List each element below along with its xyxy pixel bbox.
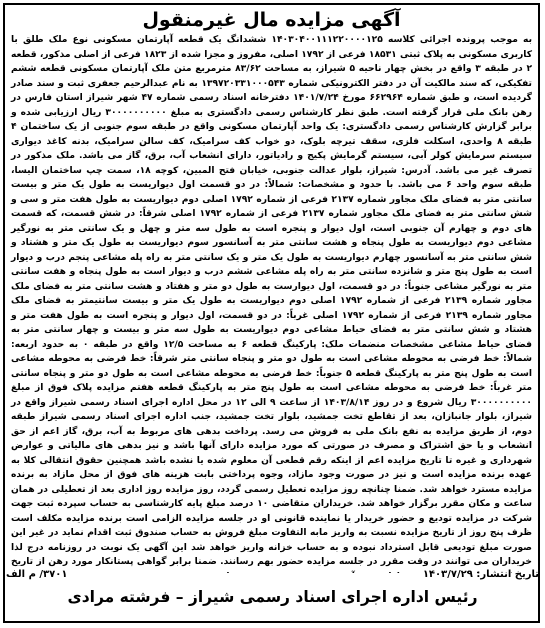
notice-meta-row bbox=[6, 568, 539, 582]
notice-title: آگهی مزایده مال غیرمنقول bbox=[142, 9, 401, 31]
notice-body: به موجب پرونده اجرائی کلاسه ۱۴۰۳۰۴۰۰۱۱۱۲۲۰۰۰۰۱۲۵ ششدانگ یک قطعه آپارتمان مسکونی نوع ملک طلق با کاربری مسکونی به پلاک ثبتی ۱۸۵۳۱ فرعی از ۱۷۹۲ اصلی، مفروز و مجزا شده از ۱۸۲۳ فرعی از اصلی مذکور، قطعه ۲ در طبقه ۳ واقع در بخش چهار ناحیه ۵ شیراز، به مساحت ۸۳/۶۲ مترمربع متن ملک آپارتمان مسکونی قطعه ششم تفکیکی، که سند مالکیت آن در دفتر الکترونیکی شماره ۱۳۹۷۲۰۳۳۱۰۰۰۵۴۳ به نام عبدالرحیم جعفری ثبت و سند صادر گردیده است، و طبق شماره ۶۶۲۹۶۴ مورخ ۱۴۰۱/۷/۲۴ دفترخانه اسناد رسمی شماره ۴۷ شهر شیراز استان فارس در رهن بانک ملی قرار گرفته است. طبق نظر کارشناس رسمی دادگستری به مبلغ ۳۰۰۰۰۰۰۰۰۰۰ ریال ارزیابی شده و برابر گزارش کارشناس رسمی دادگستری: یک واحد آپارتمان مسکونی واقع در طبقه سوم جنوبی از یک ساختمان ۴ طبقه ۸ واحدی، اسکلت فلزی، سقف تیرچه بلوک، دو خواب کف سرامیک، کف سالن سرامیک، بدنه کاغذ دیواری سیستم سرمایش کولر آبی، سیستم گرمایش پکیج و رادیاتور، دارای انشعاب آب، برق، گاز می باشد. ملک مذکور در تصرف غیر می باشد. آدرس: شیراز، بلوار عدالت جنوبی، خیابان فتح المبین، کوچه ۱۸، سمت چپ ساختمان الیسا، طبقه سوم واحد ۶ می باشد. با حدود و مشخصات: شمالاً: در دو قسمت اول دیواریست به طول یک متر و بیست سانتی متر به فضای ملک مجاور شماره ۲۱۳۷ فرعی از شماره ۱۷۹۲ اصلی دوم دیواریست به طول هفت متر و سی و شش سانتی متر به فضای ملک مجاور شماره ۲۱۳۷ فرعی از شماره ۱۷۹۲ اصلی شرقاً: در شش قسمت، که قسمت های دوم و چهارم آن جنوبی است، اول دیوار و پنجره است به طول سه متر و چهل و یک سانتی متر به نورگیر مشاعی دوم دیواریست به طول پنجاه و هشت سانتی متر به آسانسور سوم دیواریست به طول یک متر و هشتاد و شش سانتی متر به آسانسور چهارم دیواریست به طول یک متر و یک سانتی متر به راه پله مشاعی پنجم درب و دیوار است به طول پنج متر و شانزده سانتی متر به راه پله مشاعی ششم درب و دیوار است به طول پنجاه و هفت سانتی متر به نورگیر مشاعی جنوباً: در دو قسمت، اول دیوارست به طول دو متر و هفتاد و هشت سانتی متر به فضای ملک مجاور شماره ۲۱۳۹ فرعی از شماره ۱۷۹۲ اصلی دوم دیواریست به طول یک متر و بیست سانتیمتر به فضای ملک مجاور شماره ۲۱۳۹ فرعی از شماره ۱۷۹۲ اصلی غرباً: در دو قسمت، اول دیوار و پنجره است به طول هفت متر و هشتاد و شش سانتی متر به فضای حیاط مشاعی دوم دیواریست به طول سه متر و بیست و چهار سانتی متر به فضای حیاط مشاعی مشخصات منضمات ملک: پارکینگ قطعه ۶ به مساحت ۱۲/۵ واقع در طبقه ۰ به حدود اربعه: شمالاً: خط فرضی به محوطه مشاعی است به طول دو متر و پنجاه سانتی متر شرقاً: خط فرضی به محوطه مشاعی است به طول پنج متر به پارکینگ قطعه ۵ جنوباً: خط فرضی به محوطه مشاعی است به طول دو متر و پنجاه سانتی متر غرباً: خط فرضی به محوطه مشاعی است به طول پنج متر به پارکینگ قطعه هفتم مزایده پلاک فوق از مبلغ ۳۰۰۰۰۰۰۰۰۰۰ ریال شروع و در روز ۱۴۰۳/۸/۱۴ از ساعت ۹ الی ۱۲ در محل اداره اجرای اسناد رسمی شیراز واقع در شیراز، بلوار جانبازان، بعد از تقاطع تخت جمشید، بلوار تخت جمشید، جنب اداره اجرای اسناد رسمی شیراز طبقه دوم، از طریق مزایده به نفع بانک ملی به فروش می رسد. پرداخت بدهی های مربوط به آب، برق، گاز اعم از حق انشعاب و یا حق اشتراک و مصرف در صورتی که مورد مزایده دارای آنها باشد و نیز بدهی های مالیاتی و عوارض شهرداری و غیره تا تاریخ مزایده اعم از اینکه رقم قطعی آن معلوم شده یا نشده باشد همچنین حقوق انتقالی کلا به عهده برنده مزایده است و نیز در صورت وجود مازاد، وجوه پرداختی بابت هزینه های فوق از محل مازاد به برنده مزایده مسترد خواهد شد. ضمنا چنانچه روز مزایده تعطیل رسمی گردد، روز مزایده روز اداری بعد از تعطیلی در همان ساعت و مکان مقرر برگزار خواهد شد. خریداران متقاضی ۱۰ درصد مبلغ پایه کارشناسی به حساب سپرده ثبت جهت شرکت در مزایده تودیع و حضور خریدار یا نماینده قانونی او در جلسه مزایده الزامی است برنده مزایده مکلف است ظرف پنج روز از تاریخ مزایده نسبت به واریز مابه التفاوت مبلغ فروش به حساب صندوق ثبت اقدام نماید در غیر این صورت مبلغ تودیعی قابل استرداد نبوده و به حساب خزانه واریز خواهد شد این آگهی یک نوبت در روزنامه درج لذا خریداران می توانند در وقت مقرر در جلسه مزایده حضور بهم رسانند. ضمنا برابر گواهی پستانکار مورد رهن از تاریخ bbox=[11, 35, 533, 567]
publish-date: تاریخ انتشار: ۱۴۰۳/۷/۲۹ bbox=[422, 569, 539, 580]
signature-line: رئیس اداره اجرای اسناد رسمی شیراز – فرشته مرادی bbox=[67, 588, 478, 606]
notice-frame bbox=[3, 3, 540, 623]
reference-code: ۳۷۰۱/ م الف bbox=[6, 569, 68, 580]
